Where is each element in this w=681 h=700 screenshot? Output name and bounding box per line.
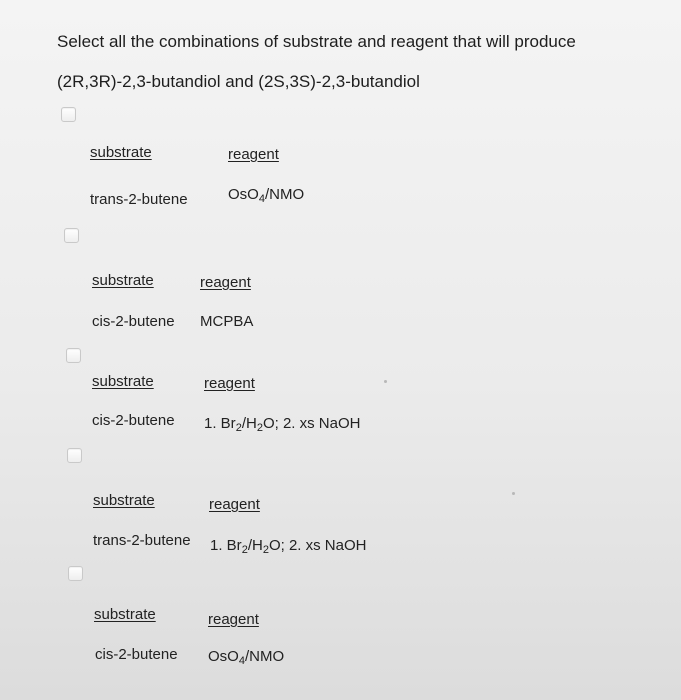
answer-option-2[interactable]: [0, 222, 681, 332]
reagent-value: OsO$_4$/NMO: [228, 186, 305, 205]
answer-option-3[interactable]: [0, 345, 681, 455]
option-5-checkbox[interactable]: [68, 566, 83, 581]
question-line-1: Select all the combinations of substrate and reagent that will produce: [57, 32, 576, 51]
question-text: [57, 22, 657, 102]
question-line-2: (2R,3R)-2,3-butandiol and (2S,3S)-2,3-butandiol: [57, 72, 420, 91]
dust-speck: [384, 380, 387, 383]
option-2-checkbox[interactable]: [64, 228, 79, 243]
substrate-value: cis-2-butene: [92, 313, 175, 330]
reagent-value: 1. $Br_2/H_2O$; 2. xs NaOH: [210, 537, 367, 556]
substrate-header: substrate: [92, 373, 154, 390]
substrate-value: cis-2-butene: [95, 646, 178, 663]
reagent-header: reagent: [200, 274, 251, 291]
substrate-value: trans-2-butene: [93, 532, 191, 549]
option-3-checkbox[interactable]: [66, 348, 81, 363]
answer-option-5[interactable]: [0, 562, 681, 672]
option-1-checkbox[interactable]: [61, 107, 76, 122]
substrate-value: trans-2-butene: [90, 191, 188, 208]
reagent-header: reagent: [228, 146, 279, 163]
reagent-header: reagent: [208, 611, 259, 628]
reagent-header: reagent: [209, 496, 260, 513]
reagent-header: reagent: [204, 375, 255, 392]
reagent-value: MCPBA: [200, 313, 254, 330]
answer-option-1[interactable]: [0, 100, 681, 210]
substrate-header: substrate: [94, 606, 156, 623]
substrate-header: substrate: [93, 492, 155, 509]
substrate-header: substrate: [92, 272, 154, 289]
substrate-value: cis-2-butene: [92, 412, 175, 429]
answer-option-4[interactable]: [0, 448, 681, 558]
substrate-header: substrate: [90, 144, 152, 161]
option-4-checkbox[interactable]: [67, 448, 82, 463]
dust-speck: [512, 492, 515, 495]
reagent-value: 1. $Br_2/H_2O$; 2. xs NaOH: [204, 415, 361, 434]
reagent-value: OsO$_4$/NMO: [208, 648, 285, 667]
